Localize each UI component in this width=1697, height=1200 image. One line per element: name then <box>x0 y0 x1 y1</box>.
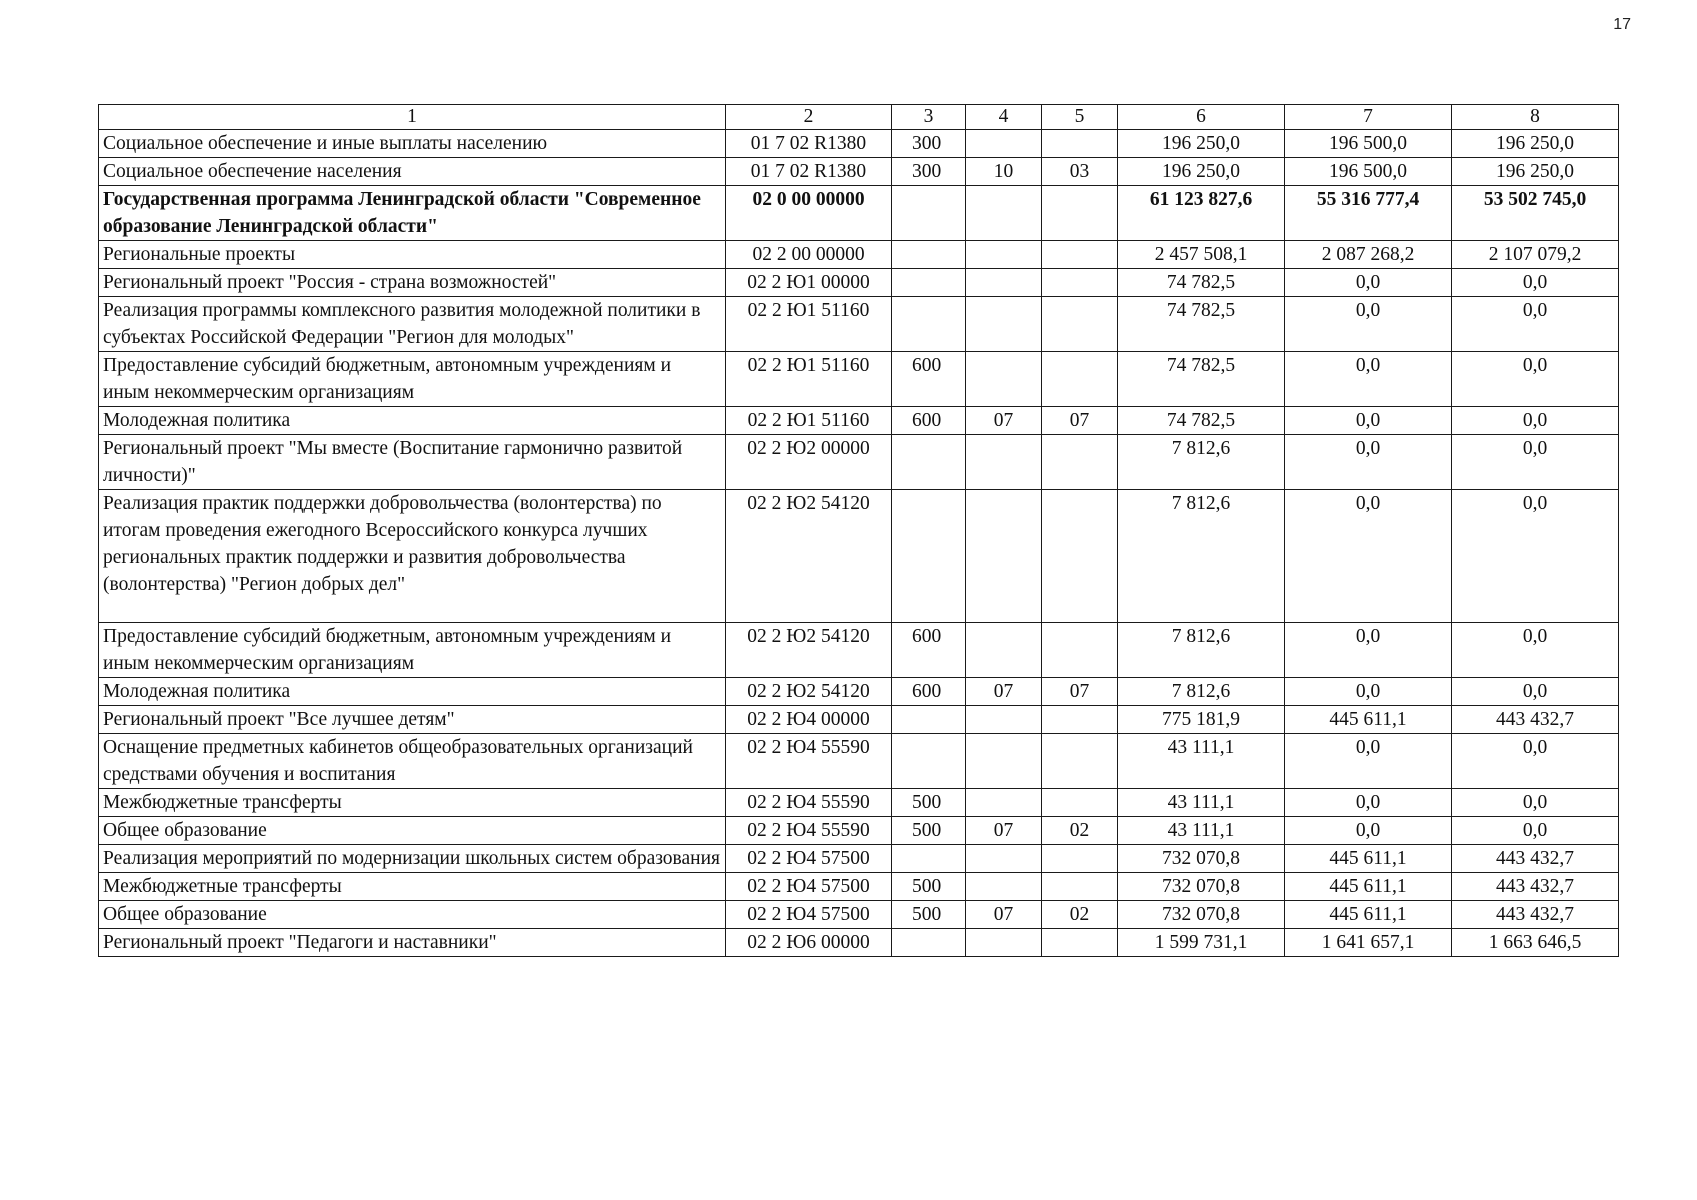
row-name-cell: Региональный проект "Все лучшее детям" <box>99 706 726 734</box>
header-cell: 1 <box>99 105 726 130</box>
row-value-col8-cell: 443 432,7 <box>1452 706 1619 734</box>
row-subsection-cell: 02 <box>1042 817 1118 845</box>
row-value-col6-cell: 7 812,6 <box>1118 435 1285 490</box>
row-code-cell: 02 2 Ю2 00000 <box>726 435 892 490</box>
header-cell: 5 <box>1042 105 1118 130</box>
row-subsection-cell <box>1042 929 1118 957</box>
row-section-cell: 10 <box>966 158 1042 186</box>
row-value-col6-cell: 74 782,5 <box>1118 297 1285 352</box>
table-row <box>99 929 1619 957</box>
row-name-cell: Межбюджетные трансферты <box>99 873 726 901</box>
row-value-col8-cell: 0,0 <box>1452 407 1619 435</box>
row-value-col7-cell: 196 500,0 <box>1285 130 1452 158</box>
row-code-cell: 02 2 Ю1 51160 <box>726 297 892 352</box>
row-subsection-cell <box>1042 297 1118 352</box>
row-section-cell <box>966 435 1042 490</box>
row-code-cell: 02 2 Ю2 54120 <box>726 623 892 678</box>
row-value-col7-cell: 445 611,1 <box>1285 873 1452 901</box>
table-row <box>99 901 1619 929</box>
row-name-cell: Реализация программы комплексного развития молодежной политики в субъектах Российской Федерации "Регион для молодых" <box>99 297 726 352</box>
row-value-col8-cell: 0,0 <box>1452 734 1619 789</box>
row-section-cell: 07 <box>966 678 1042 706</box>
row-value-col8-cell: 0,0 <box>1452 789 1619 817</box>
row-value-col7-cell: 445 611,1 <box>1285 706 1452 734</box>
row-value-col7-cell: 55 316 777,4 <box>1285 186 1452 241</box>
row-subsection-cell <box>1042 873 1118 901</box>
row-value-col6-cell: 74 782,5 <box>1118 269 1285 297</box>
table-row <box>99 490 1619 623</box>
row-name-cell: Региональный проект "Педагоги и наставники" <box>99 929 726 957</box>
row-expense-type-cell <box>892 186 966 241</box>
row-name-cell: Государственная программа Ленинградской области "Современное образование Ленинградской области" <box>99 186 726 241</box>
row-expense-type-cell: 600 <box>892 407 966 435</box>
row-code-cell: 02 2 Ю4 55590 <box>726 817 892 845</box>
row-subsection-cell <box>1042 435 1118 490</box>
table-row <box>99 186 1619 241</box>
row-expense-type-cell: 600 <box>892 352 966 407</box>
row-value-col8-cell: 0,0 <box>1452 352 1619 407</box>
row-value-col6-cell: 1 599 731,1 <box>1118 929 1285 957</box>
row-name-cell: Предоставление субсидий бюджетным, автономным учреждениям и иным некоммерческим организациям <box>99 623 726 678</box>
table-row <box>99 297 1619 352</box>
row-code-cell: 02 2 Ю4 00000 <box>726 706 892 734</box>
row-name-cell: Реализация мероприятий по модернизации школьных систем образования <box>99 845 726 873</box>
row-section-cell <box>966 352 1042 407</box>
row-name-cell: Социальное обеспечение и иные выплаты населению <box>99 130 726 158</box>
row-subsection-cell <box>1042 845 1118 873</box>
row-value-col7-cell: 0,0 <box>1285 435 1452 490</box>
row-expense-type-cell: 600 <box>892 678 966 706</box>
row-value-col7-cell: 445 611,1 <box>1285 845 1452 873</box>
row-value-col8-cell: 1 663 646,5 <box>1452 929 1619 957</box>
row-value-col7-cell: 0,0 <box>1285 407 1452 435</box>
row-name-cell: Социальное обеспечение населения <box>99 158 726 186</box>
row-section-cell <box>966 490 1042 623</box>
row-value-col8-cell: 0,0 <box>1452 678 1619 706</box>
row-code-cell: 02 2 Ю2 54120 <box>726 678 892 706</box>
row-value-col7-cell: 0,0 <box>1285 789 1452 817</box>
row-value-col8-cell: 53 502 745,0 <box>1452 186 1619 241</box>
row-value-col6-cell: 7 812,6 <box>1118 623 1285 678</box>
row-value-col7-cell: 0,0 <box>1285 817 1452 845</box>
row-value-col7-cell: 0,0 <box>1285 269 1452 297</box>
row-value-col7-cell: 2 087 268,2 <box>1285 241 1452 269</box>
header-cell: 8 <box>1452 105 1619 130</box>
table-row <box>99 789 1619 817</box>
table-row <box>99 241 1619 269</box>
row-value-col7-cell: 1 641 657,1 <box>1285 929 1452 957</box>
row-name-cell: Межбюджетные трансферты <box>99 789 726 817</box>
row-value-col6-cell: 61 123 827,6 <box>1118 186 1285 241</box>
row-value-col6-cell: 196 250,0 <box>1118 158 1285 186</box>
header-cell: 4 <box>966 105 1042 130</box>
row-value-col6-cell: 43 111,1 <box>1118 789 1285 817</box>
row-expense-type-cell: 500 <box>892 789 966 817</box>
row-subsection-cell: 03 <box>1042 158 1118 186</box>
table-row <box>99 352 1619 407</box>
row-value-col8-cell: 0,0 <box>1452 623 1619 678</box>
row-name-cell: Молодежная политика <box>99 678 726 706</box>
row-expense-type-cell <box>892 734 966 789</box>
row-code-cell: 02 2 Ю2 54120 <box>726 490 892 623</box>
row-value-col6-cell: 196 250,0 <box>1118 130 1285 158</box>
table-row <box>99 817 1619 845</box>
row-value-col8-cell: 443 432,7 <box>1452 845 1619 873</box>
table-row <box>99 130 1619 158</box>
row-section-cell <box>966 734 1042 789</box>
row-subsection-cell <box>1042 734 1118 789</box>
row-value-col7-cell: 0,0 <box>1285 623 1452 678</box>
row-code-cell: 02 2 Ю4 55590 <box>726 734 892 789</box>
row-name-cell: Предоставление субсидий бюджетным, автономным учреждениям и иным некоммерческим организациям <box>99 352 726 407</box>
row-value-col8-cell: 0,0 <box>1452 490 1619 623</box>
row-expense-type-cell <box>892 297 966 352</box>
table-row <box>99 269 1619 297</box>
row-expense-type-cell: 300 <box>892 158 966 186</box>
header-cell: 3 <box>892 105 966 130</box>
row-name-cell: Региональный проект "Мы вместе (Воспитание гармонично развитой личности)" <box>99 435 726 490</box>
row-expense-type-cell <box>892 490 966 623</box>
row-value-col7-cell: 0,0 <box>1285 734 1452 789</box>
row-subsection-cell <box>1042 130 1118 158</box>
row-subsection-cell <box>1042 490 1118 623</box>
row-value-col8-cell: 0,0 <box>1452 817 1619 845</box>
row-expense-type-cell: 500 <box>892 873 966 901</box>
row-value-col8-cell: 196 250,0 <box>1452 130 1619 158</box>
row-subsection-cell <box>1042 269 1118 297</box>
row-value-col8-cell: 196 250,0 <box>1452 158 1619 186</box>
row-section-cell <box>966 845 1042 873</box>
row-section-cell: 07 <box>966 817 1042 845</box>
row-name-cell: Оснащение предметных кабинетов общеобразовательных организаций средствами обучения и воспитания <box>99 734 726 789</box>
row-section-cell <box>966 789 1042 817</box>
row-value-col8-cell: 443 432,7 <box>1452 873 1619 901</box>
row-expense-type-cell: 500 <box>892 817 966 845</box>
row-code-cell: 02 2 Ю6 00000 <box>726 929 892 957</box>
row-section-cell <box>966 929 1042 957</box>
row-section-cell <box>966 241 1042 269</box>
row-section-cell <box>966 130 1042 158</box>
header-cell: 2 <box>726 105 892 130</box>
row-name-cell: Общее образование <box>99 817 726 845</box>
row-value-col8-cell: 0,0 <box>1452 269 1619 297</box>
row-code-cell: 02 2 Ю4 57500 <box>726 901 892 929</box>
row-section-cell: 07 <box>966 901 1042 929</box>
row-section-cell <box>966 706 1042 734</box>
row-value-col6-cell: 2 457 508,1 <box>1118 241 1285 269</box>
row-code-cell: 01 7 02 R1380 <box>726 130 892 158</box>
row-code-cell: 01 7 02 R1380 <box>726 158 892 186</box>
header-row <box>99 105 1619 130</box>
row-expense-type-cell <box>892 929 966 957</box>
row-value-col7-cell: 196 500,0 <box>1285 158 1452 186</box>
row-value-col7-cell: 0,0 <box>1285 352 1452 407</box>
row-subsection-cell <box>1042 352 1118 407</box>
row-code-cell: 02 0 00 00000 <box>726 186 892 241</box>
row-value-col6-cell: 74 782,5 <box>1118 352 1285 407</box>
header-cell: 6 <box>1118 105 1285 130</box>
row-code-cell: 02 2 Ю1 51160 <box>726 352 892 407</box>
table-row <box>99 623 1619 678</box>
table-row <box>99 158 1619 186</box>
row-subsection-cell <box>1042 623 1118 678</box>
row-value-col8-cell: 2 107 079,2 <box>1452 241 1619 269</box>
row-value-col7-cell: 0,0 <box>1285 490 1452 623</box>
row-subsection-cell <box>1042 789 1118 817</box>
row-value-col6-cell: 43 111,1 <box>1118 817 1285 845</box>
row-value-col6-cell: 732 070,8 <box>1118 901 1285 929</box>
row-code-cell: 02 2 Ю1 51160 <box>726 407 892 435</box>
row-expense-type-cell: 500 <box>892 901 966 929</box>
row-subsection-cell: 02 <box>1042 901 1118 929</box>
row-code-cell: 02 2 Ю4 55590 <box>726 789 892 817</box>
row-value-col6-cell: 732 070,8 <box>1118 873 1285 901</box>
budget-table <box>98 104 1619 957</box>
row-name-cell: Региональный проект "Россия - страна возможностей" <box>99 269 726 297</box>
row-section-cell <box>966 297 1042 352</box>
row-expense-type-cell <box>892 706 966 734</box>
row-expense-type-cell <box>892 269 966 297</box>
table-row <box>99 435 1619 490</box>
table-row <box>99 734 1619 789</box>
row-section-cell <box>966 269 1042 297</box>
row-name-cell: Молодежная политика <box>99 407 726 435</box>
row-code-cell: 02 2 Ю1 00000 <box>726 269 892 297</box>
row-subsection-cell <box>1042 241 1118 269</box>
row-section-cell: 07 <box>966 407 1042 435</box>
row-value-col7-cell: 445 611,1 <box>1285 901 1452 929</box>
row-section-cell <box>966 623 1042 678</box>
row-expense-type-cell <box>892 435 966 490</box>
row-value-col6-cell: 732 070,8 <box>1118 845 1285 873</box>
row-expense-type-cell <box>892 845 966 873</box>
row-expense-type-cell: 600 <box>892 623 966 678</box>
row-value-col6-cell: 43 111,1 <box>1118 734 1285 789</box>
row-value-col8-cell: 443 432,7 <box>1452 901 1619 929</box>
table-body <box>99 105 1619 957</box>
table-row <box>99 706 1619 734</box>
row-expense-type-cell: 300 <box>892 130 966 158</box>
table-row <box>99 873 1619 901</box>
row-name-cell: Реализация практик поддержки добровольчества (волонтерства) по итогам проведения ежегодного Всероссийского конкурса лучших региональных практик поддержки и развития добровольчества (волонтерства) "Регион добрых дел" <box>99 490 726 623</box>
row-name-cell: Региональные проекты <box>99 241 726 269</box>
row-subsection-cell <box>1042 186 1118 241</box>
row-value-col7-cell: 0,0 <box>1285 297 1452 352</box>
row-subsection-cell <box>1042 706 1118 734</box>
row-expense-type-cell <box>892 241 966 269</box>
row-value-col6-cell: 7 812,6 <box>1118 678 1285 706</box>
row-section-cell <box>966 186 1042 241</box>
row-code-cell: 02 2 Ю4 57500 <box>726 873 892 901</box>
table-row <box>99 407 1619 435</box>
row-subsection-cell: 07 <box>1042 678 1118 706</box>
row-name-cell: Общее образование <box>99 901 726 929</box>
row-value-col6-cell: 74 782,5 <box>1118 407 1285 435</box>
row-code-cell: 02 2 00 00000 <box>726 241 892 269</box>
table-row <box>99 845 1619 873</box>
row-value-col7-cell: 0,0 <box>1285 678 1452 706</box>
row-subsection-cell: 07 <box>1042 407 1118 435</box>
row-section-cell <box>966 873 1042 901</box>
row-code-cell: 02 2 Ю4 57500 <box>726 845 892 873</box>
row-value-col8-cell: 0,0 <box>1452 435 1619 490</box>
row-value-col6-cell: 7 812,6 <box>1118 490 1285 623</box>
table-row <box>99 678 1619 706</box>
header-cell: 7 <box>1285 105 1452 130</box>
page-number: 17 <box>1613 16 1631 33</box>
row-value-col6-cell: 775 181,9 <box>1118 706 1285 734</box>
row-value-col8-cell: 0,0 <box>1452 297 1619 352</box>
